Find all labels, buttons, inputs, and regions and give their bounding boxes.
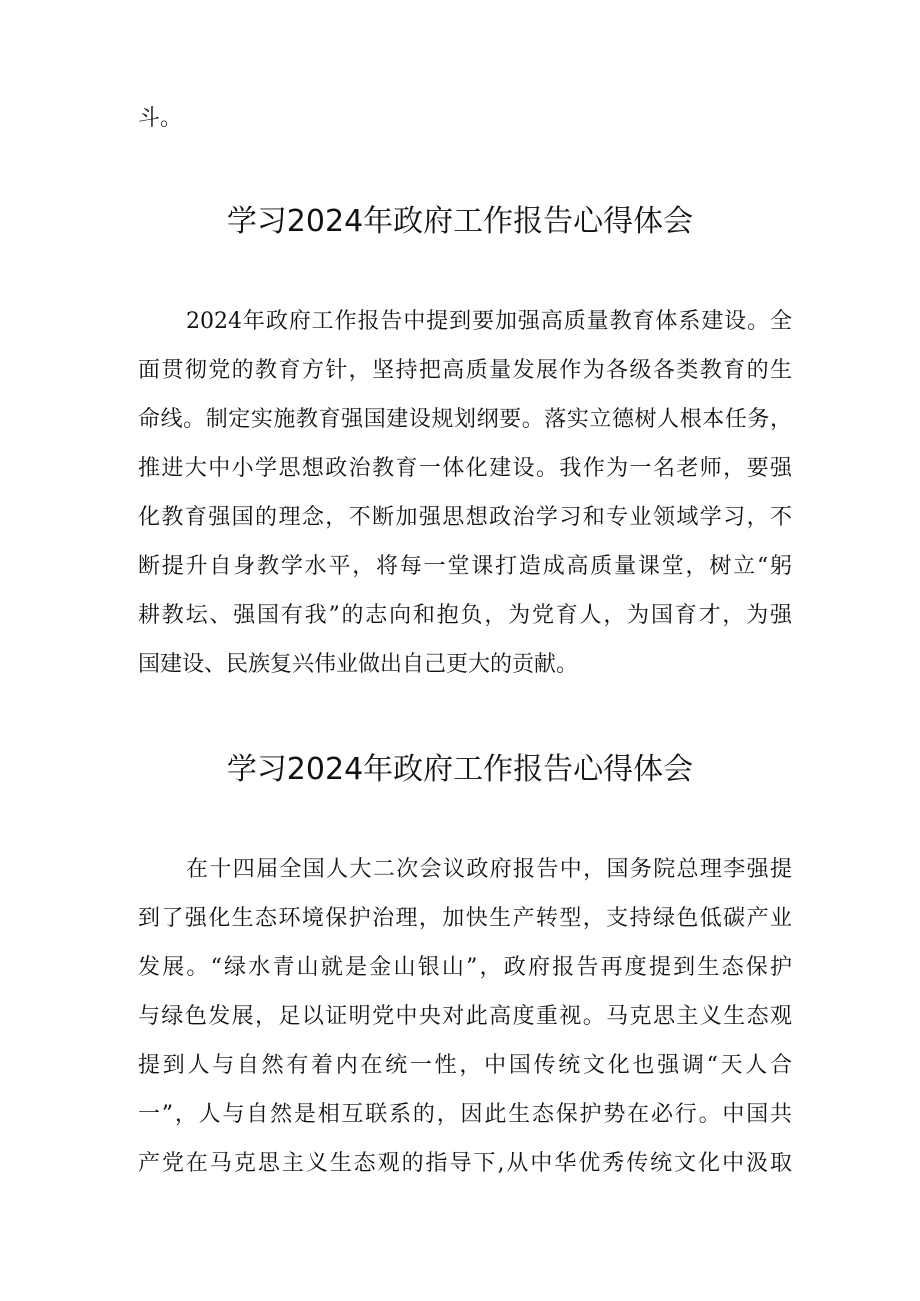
section-1-paragraph-line: 化教育强国的理念，不断加强思想政治学习和专业领域学习，不	[138, 505, 792, 530]
section-1-paragraph-line: 耕教坛、强国有我”的志向和抱负，为党育人，为国育才，为强	[138, 603, 792, 628]
section-2-paragraph-line: 在十四届全国人大二次会议政府报告中，国务院总理李强提	[186, 857, 792, 882]
section-2-paragraph-line: 发展。“绿水青山就是金山银山”，政府报告再度提到生态保护	[138, 955, 792, 980]
section-1-paragraph-line: 面贯彻党的教育方针，坚持把高质量发展作为各级各类教育的生	[138, 358, 792, 383]
continuation-text: 斗。	[138, 106, 183, 131]
section-2-paragraph-line: 到了强化生态环境保护治理，加快生产转型，支持绿色低碳产业	[138, 906, 792, 931]
section-1-title: 学习2024年政府工作报告心得体会	[226, 204, 694, 239]
section-1-paragraph-line: 推进大中小学思想政治教育一体化建设。我作为一名老师，要强	[138, 456, 792, 481]
section-1-paragraph-line: 国建设、民族复兴伟业做出自己更大的贡献。	[138, 652, 579, 677]
section-2-title: 学习2024年政府工作报告心得体会	[226, 752, 694, 787]
section-1-paragraph-line: 2024年政府工作报告中提到要加强高质量教育体系建设。全	[186, 309, 792, 334]
section-1-paragraph-line: 命线。制定实施教育强国建设规划纲要。落实立德树人根本任务，	[138, 407, 792, 432]
section-2-paragraph-line: 一”，人与自然是相互联系的，因此生态保护势在必行。中国共	[138, 1102, 792, 1127]
section-1-paragraph-line: 断提升自身教学水平，将每一堂课打造成高质量课堂，树立“躬	[138, 554, 792, 579]
section-2-paragraph-line: 产党在马克思主义生态观的指导下,从中华优秀传统文化中汲取	[138, 1151, 792, 1176]
section-2-paragraph-line: 与绿色发展，足以证明党中央对此高度重视。马克思主义生态观	[138, 1004, 792, 1029]
section-2-paragraph-line: 提到人与自然有着内在统一性，中国传统文化也强调“天人合	[138, 1053, 792, 1078]
